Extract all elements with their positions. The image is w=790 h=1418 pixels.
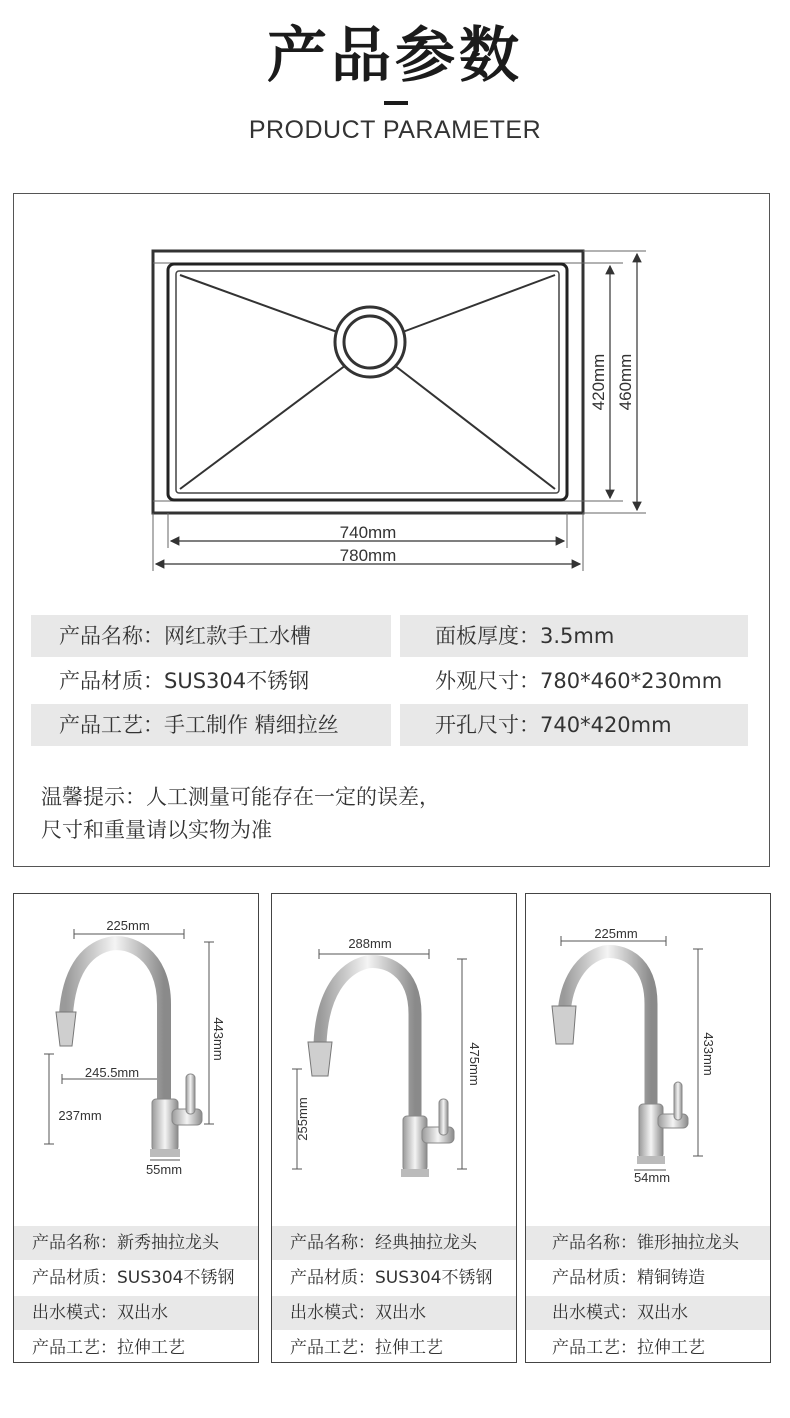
spec-value: 网红款手工水槽 xyxy=(164,624,311,648)
sink-dim-outer-height: 460mm xyxy=(616,353,635,411)
faucet1-dim-reach: 245.5mm xyxy=(84,1065,140,1080)
page-title: 产品参数 xyxy=(267,21,523,91)
faucet2-spec-mode xyxy=(272,1296,516,1330)
faucet1-spec-material xyxy=(14,1261,258,1295)
faucet1-spec-name xyxy=(14,1226,258,1260)
spec-value: SUS304不锈钢 xyxy=(375,1268,493,1288)
spec-key: 出水模式： xyxy=(552,1303,637,1323)
faucet3-spec-material xyxy=(526,1261,770,1295)
title-divider xyxy=(384,101,408,105)
spec-value: 740*420mm xyxy=(540,713,672,737)
spec-key: 产品名称： xyxy=(32,1233,117,1253)
spec-value: 780*460*230mm xyxy=(540,669,723,693)
faucet3-spec-name xyxy=(526,1226,770,1260)
spec-key: 产品名称： xyxy=(290,1233,375,1253)
faucet3-dim-height: 433mm xyxy=(701,1032,716,1076)
spec-key: 外观尺寸： xyxy=(435,669,540,693)
sink-diagram xyxy=(13,193,770,593)
spec-key: 出水模式： xyxy=(290,1303,375,1323)
spec-value: SUS304不锈钢 xyxy=(117,1268,235,1288)
faucet2-dim-width: 288mm xyxy=(348,936,392,951)
note-line-1: 温馨提示：人工测量可能存在一定的误差， xyxy=(41,785,440,809)
sink-dim-outer-width: 780mm xyxy=(339,546,397,565)
page-subtitle: PRODUCT PARAMETER xyxy=(248,116,542,144)
spec-key: 产品名称： xyxy=(59,624,164,648)
spec-key: 产品工艺： xyxy=(290,1338,375,1358)
spec-key: 产品材质： xyxy=(32,1268,117,1288)
spec-key: 面板厚度： xyxy=(435,624,540,648)
sink-dim-inner-height: 420mm xyxy=(589,353,608,411)
spec-value: 双出水 xyxy=(637,1303,688,1323)
faucet1-dim-base: 55mm xyxy=(145,1162,183,1177)
spec-cutout-size xyxy=(400,704,748,746)
spec-value: 3.5mm xyxy=(540,624,615,648)
faucet1-dim-spout-height: 237mm xyxy=(58,1108,102,1123)
sink-dim-inner-width: 740mm xyxy=(339,523,397,542)
faucet3-dim-width: 225mm xyxy=(594,926,638,941)
spec-key: 产品工艺： xyxy=(552,1338,637,1358)
spec-value: 新秀抽拉龙头 xyxy=(117,1233,219,1253)
spec-key: 产品工艺： xyxy=(32,1338,117,1358)
faucet-card-2 xyxy=(271,893,517,1363)
faucet2-spec-craft xyxy=(272,1331,516,1363)
faucet1-dim-height: 443mm xyxy=(211,1017,226,1061)
faucet1-dim-width: 225mm xyxy=(106,918,150,933)
spec-key: 产品名称： xyxy=(552,1233,637,1253)
spec-craft xyxy=(31,704,391,746)
spec-value: 拉伸工艺 xyxy=(375,1338,443,1358)
spec-value: 经典抽拉龙头 xyxy=(375,1233,477,1253)
spec-value: SUS304不锈钢 xyxy=(164,669,310,693)
spec-value: 拉伸工艺 xyxy=(117,1338,185,1358)
spec-value: 拉伸工艺 xyxy=(637,1338,705,1358)
faucet-card-1 xyxy=(13,893,259,1363)
faucet3-spec-craft xyxy=(526,1331,770,1363)
spec-product-name xyxy=(31,615,391,657)
spec-key: 出水模式： xyxy=(32,1303,117,1323)
faucet1-spec-craft xyxy=(14,1331,258,1363)
spec-value: 双出水 xyxy=(117,1303,168,1323)
faucet2-spec-material xyxy=(272,1261,516,1295)
spec-key: 产品材质： xyxy=(59,669,164,693)
faucet1-spec-mode xyxy=(14,1296,258,1330)
spec-material xyxy=(31,660,391,702)
faucet-diagram-3 xyxy=(526,894,771,1224)
spec-outer-size xyxy=(400,660,748,702)
spec-key: 开孔尺寸： xyxy=(435,713,540,737)
spec-value: 手工制作 精细拉丝 xyxy=(164,713,339,737)
note-line-2: 尺寸和重量请以实物为准 xyxy=(41,818,272,842)
faucet2-dim-height: 475mm xyxy=(467,1042,482,1086)
faucet3-dim-base: 54mm xyxy=(633,1170,671,1185)
spec-key: 产品材质： xyxy=(552,1268,637,1288)
faucet-diagram-1 xyxy=(14,894,259,1224)
spec-panel-thickness xyxy=(400,615,748,657)
faucet-diagram-2 xyxy=(272,894,517,1224)
faucet2-dim-spout-height: 255mm xyxy=(295,1097,310,1141)
faucet3-spec-mode xyxy=(526,1296,770,1330)
spec-value: 精铜铸造 xyxy=(637,1268,705,1288)
faucet2-spec-name xyxy=(272,1226,516,1260)
spec-key: 产品材质： xyxy=(290,1268,375,1288)
spec-key: 产品工艺： xyxy=(59,713,164,737)
spec-value: 锥形抽拉龙头 xyxy=(637,1233,739,1253)
spec-value: 双出水 xyxy=(375,1303,426,1323)
faucet-card-3 xyxy=(525,893,771,1363)
